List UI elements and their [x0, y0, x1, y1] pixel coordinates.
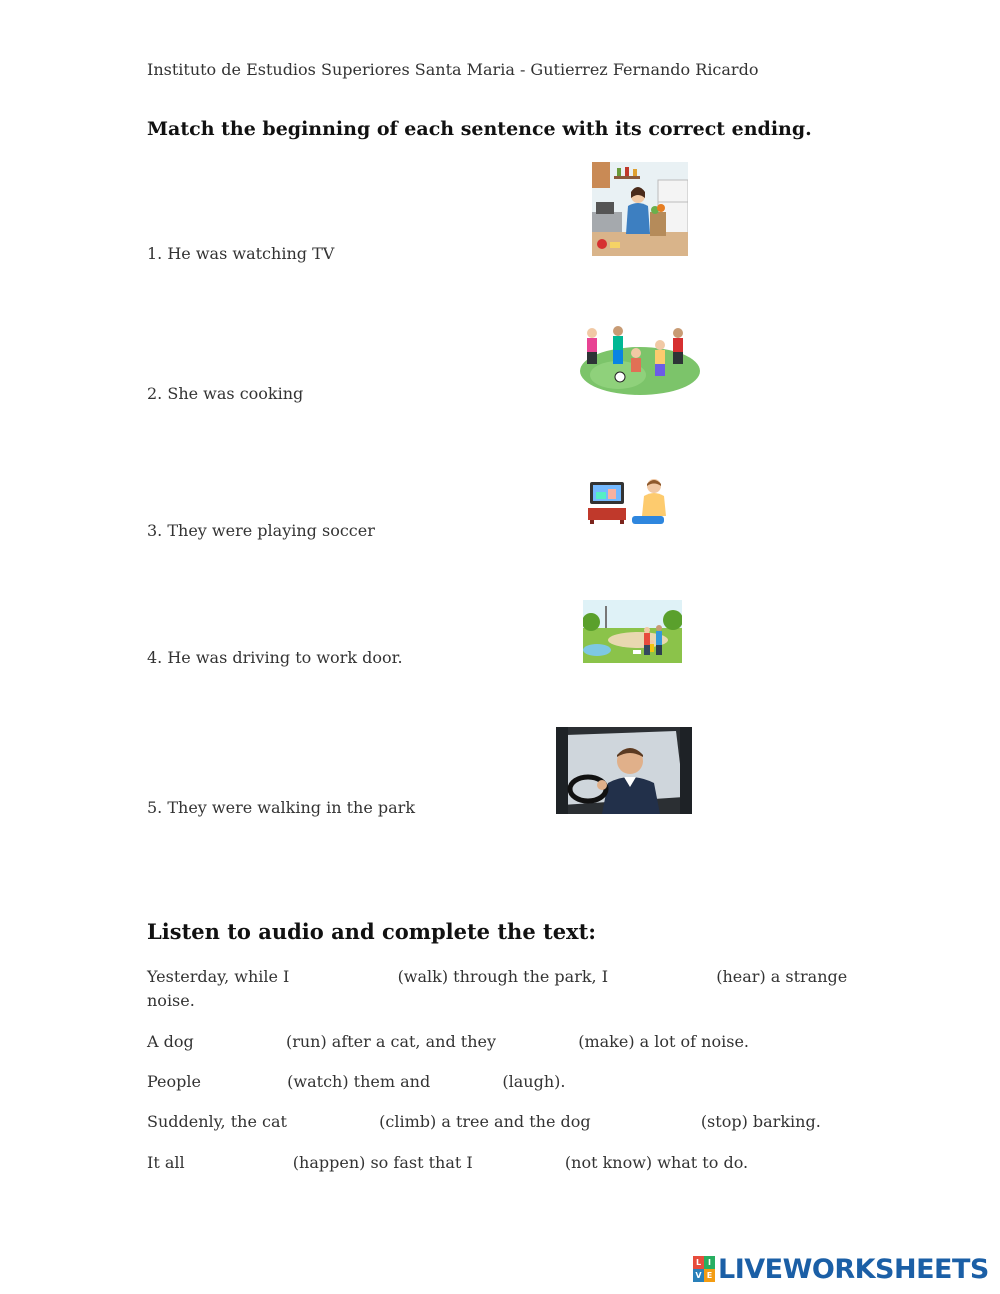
line-3-text-b: (watch) them and — [287, 1072, 431, 1091]
match-item-2[interactable]: 2. She was cooking — [147, 384, 304, 403]
listening-exercise-heading: Listen to audio and complete the text: — [147, 919, 597, 944]
blank-walk-input[interactable] — [294, 968, 392, 986]
match-item-5[interactable]: 5. They were walking in the park — [147, 798, 416, 817]
line-4-text-c: (stop) barking. — [700, 1112, 821, 1131]
family-walking-in-park-image[interactable] — [583, 600, 682, 663]
match-item-4[interactable]: 4. He was driving to work door. — [147, 648, 403, 667]
exercise-line-4 — [147, 1112, 821, 1131]
exercise-line-1 — [147, 967, 847, 986]
line-3-text-c: (laugh). — [502, 1072, 566, 1091]
line-2-text-b: (run) after a cat, and they — [285, 1032, 497, 1051]
man-driving-car-image[interactable] — [556, 727, 692, 814]
line-4-text-b: (climb) a tree and the dog — [379, 1112, 591, 1131]
line-4-text-a: Suddenly, the cat — [147, 1112, 287, 1131]
blank-make-input[interactable] — [501, 1033, 573, 1051]
match-item-1[interactable]: 1. He was watching TV — [147, 244, 335, 263]
liveworksheets-logo-text: LIVEWORKSHEETS — [718, 1253, 989, 1285]
blank-laugh-input[interactable] — [435, 1073, 497, 1091]
match-item-3[interactable]: 3. They were playing soccer — [147, 521, 375, 540]
blank-climb-input[interactable] — [292, 1113, 374, 1131]
line-1-text-d: noise. — [147, 991, 195, 1010]
woman-cooking-image[interactable] — [592, 162, 688, 256]
line-1-text-c: (hear) a strange — [716, 967, 848, 986]
line-1-text-a: Yesterday, while I — [147, 967, 290, 986]
line-5-text-a: It all — [147, 1153, 185, 1172]
matching-instructions-heading: Match the beginning of each sentence with its correct ending. — [147, 118, 812, 140]
blank-not-know-input[interactable] — [478, 1154, 560, 1172]
liveworksheets-logo — [693, 1254, 989, 1284]
document-header: Instituto de Estudios Superiores Santa Maria - Gutierrez Fernando Ricardo — [147, 60, 759, 79]
exercise-line-5 — [147, 1153, 748, 1172]
line-5-text-b: (happen) so fast that I — [292, 1153, 473, 1172]
line-3-text-a: People — [147, 1072, 201, 1091]
blank-stop-input[interactable] — [596, 1113, 696, 1131]
line-5-text-c: (not know) what to do. — [564, 1153, 749, 1172]
line-2-text-a: A dog — [147, 1032, 194, 1051]
kids-playing-soccer-image[interactable] — [578, 323, 700, 401]
blank-happen-input[interactable] — [190, 1154, 288, 1172]
exercise-line-2 — [147, 1032, 749, 1051]
blank-hear-input[interactable] — [613, 968, 711, 986]
boy-watching-tv-image[interactable] — [588, 476, 670, 526]
line-2-text-c: (make) a lot of noise. — [578, 1032, 749, 1051]
line-1-text-b: (walk) through the park, I — [397, 967, 609, 986]
blank-watch-input[interactable] — [206, 1073, 282, 1091]
blank-run-input[interactable] — [199, 1033, 281, 1051]
liveworksheets-logo-mark-icon: L I V E — [693, 1256, 715, 1282]
exercise-line-3 — [147, 1072, 565, 1091]
